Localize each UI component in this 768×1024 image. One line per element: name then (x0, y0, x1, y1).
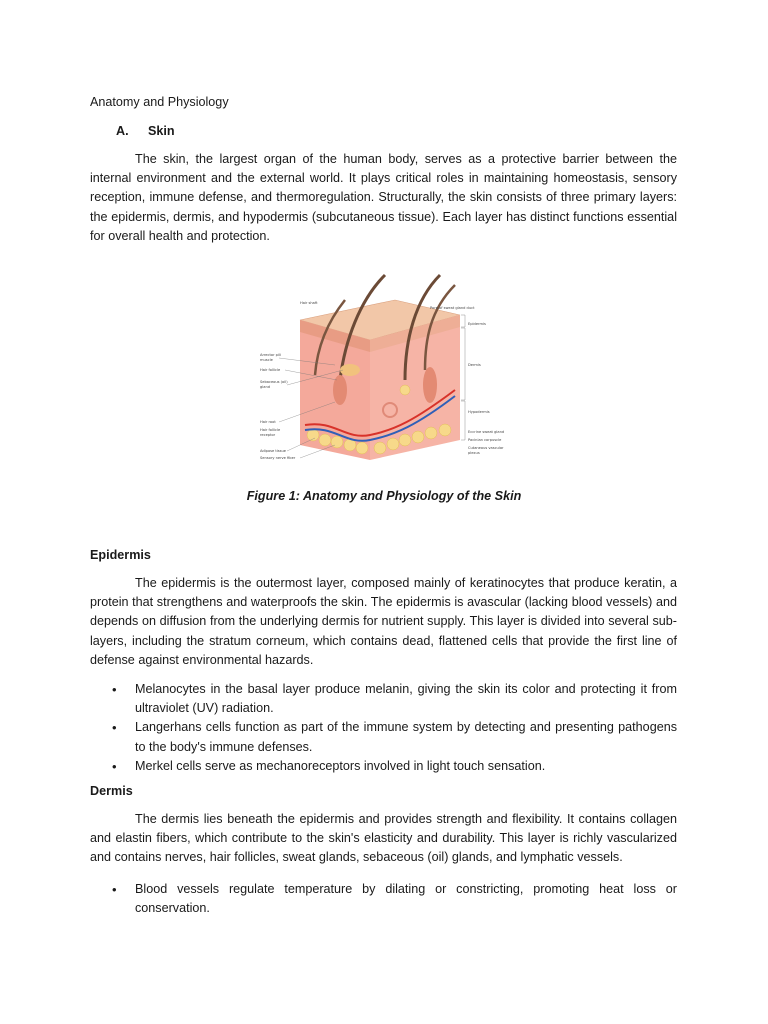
epidermis-heading: Epidermis (90, 548, 151, 562)
list-item: • Merkel cells serve as mechanoreceptors involved in light touch sensation. (90, 757, 677, 776)
dermis-paragraph: The dermis lies beneath the epidermis and provides strength and flexibility. It contains collagen and elastin fibers, which contribute to the skin's elasticity and durability. This layer is richly vascularized and contains nerves, hair follicles, sweat glands, sebaceous (oil) glands, and lymphatic vessels. (90, 812, 677, 865)
svg-text:Pacinian corpuscle: Pacinian corpuscle (468, 438, 502, 442)
intro-paragraph: The skin, the largest organ of the human body, serves as a protective barrier between the internal environment and the external world. It plays critical roles in maintaining homeostasis, sensory reception, immune defense, and thermoregulation. Structurally, the skin consists of three primary layers: the epidermis, dermis, and hypodermis (subcutaneous tissue). Each layer has distinct functions essential for overall health and protection. (90, 152, 677, 243)
list-item: • Melanocytes in the basal layer produce melanin, giving the skin its color and protecting it from ultraviolet (UV) radiation. (112, 682, 677, 716)
bullet-icon: • (112, 758, 117, 774)
bullet-icon: • (112, 720, 117, 736)
svg-text:Hair follicle: Hair follicle (260, 368, 281, 372)
section-title: Skin (148, 124, 175, 138)
svg-text:gland: gland (260, 385, 271, 389)
svg-text:receptor: receptor (260, 433, 276, 437)
epidermis-bullet-list (90, 680, 677, 776)
list-item: • Blood vessels regulate temperature by dilating or constricting, promoting heat loss or conservation. (112, 882, 677, 916)
svg-text:Epidermis: Epidermis (468, 322, 486, 326)
svg-text:Arrector pili: Arrector pili (260, 353, 281, 357)
svg-text:muscle: muscle (260, 358, 273, 362)
section-number: A. (116, 124, 129, 138)
section-heading (116, 124, 175, 138)
svg-text:Dermis: Dermis (468, 363, 481, 367)
bullet-icon: • (112, 882, 117, 897)
svg-text:Sensory nerve fiber: Sensory nerve fiber (260, 456, 296, 460)
svg-text:Adipose tissue: Adipose tissue (260, 449, 287, 453)
svg-text:Sebaceous (oil): Sebaceous (oil) (260, 380, 288, 384)
svg-text:Hair follicle: Hair follicle (260, 428, 281, 432)
bullet-icon: • (112, 682, 117, 697)
svg-text:Hypodermis: Hypodermis (468, 410, 490, 414)
dermis-bullet-list (90, 880, 677, 918)
document-title: Anatomy and Physiology (90, 95, 229, 109)
dermis-heading: Dermis (90, 784, 133, 798)
skin-diagram-image (255, 270, 505, 470)
svg-text:plexus: plexus (468, 451, 480, 455)
skin-anatomy-figure (255, 270, 505, 470)
svg-text:Eccrine sweat gland: Eccrine sweat gland (468, 430, 505, 434)
epidermis-paragraph: The epidermis is the outermost layer, composed mainly of keratinocytes that produce keratin, a protein that strengthens and waterproofs the skin. The epidermis is avascular (lacking blood vessels) and depends on diffusion from the underlying dermis for nutrient supply. This layer is divided into several sub-layers, including the stratum corneum, which contains dead, flattened cells that provide the first line of defense against environmental hazards. (90, 576, 677, 667)
svg-text:Hair root: Hair root (260, 420, 276, 424)
svg-text:Pore of sweat gland duct: Pore of sweat gland duct (430, 306, 475, 310)
list-item: • Langerhans cells function as part of the immune system by detecting and presenting pathogens to the body's immune defenses. (112, 720, 677, 754)
svg-text:Hair shaft: Hair shaft (300, 301, 318, 305)
figure-caption: Figure 1: Anatomy and Physiology of the Skin (246, 489, 522, 503)
svg-text:Cutaneous vascular: Cutaneous vascular (468, 446, 504, 450)
